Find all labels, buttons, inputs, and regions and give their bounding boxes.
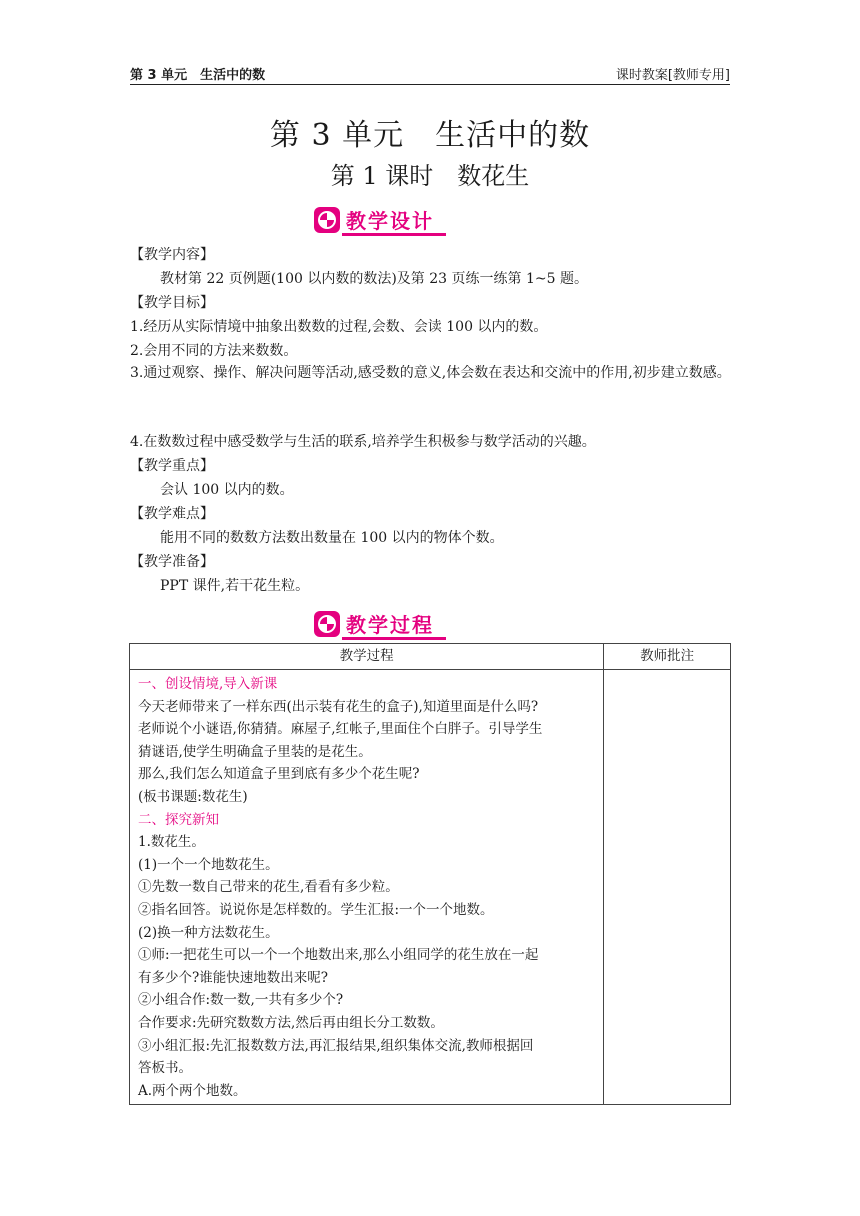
process-line: 1.数花生。 xyxy=(138,834,205,851)
process-cell xyxy=(130,670,604,1105)
running-header xyxy=(130,62,730,85)
process-line: ①先数一数自己带来的花生,看看有多少粒。 xyxy=(138,879,399,896)
banner-underline xyxy=(342,637,446,640)
process-line: ①师:一把花生可以一个一个地数出来,那么小组同学的花生放在一起 xyxy=(138,947,539,964)
content-text: 教材第 22 页例题(100 以内数的数法)及第 23 页练一练第 1~5 题。 xyxy=(160,271,588,287)
header-unit-label: 第 3 单元 生活中的数 xyxy=(130,68,266,83)
goal-4: 4.在数数过程中感受数学与生活的联系,培养学生积极参与数学活动的兴趣。 xyxy=(130,434,596,450)
swirl-icon xyxy=(314,611,340,637)
goal-3: 3.通过观察、操作、解决问题等活动,感受数的意义,体会数在表达和交流中的作用,初步建立数感。 xyxy=(130,365,731,381)
process-line: 二、探究新知 xyxy=(138,811,219,828)
difficult-heading: 【教学难点】 xyxy=(130,506,214,522)
process-line: (1)一个一个地数花生。 xyxy=(138,856,279,873)
unit-title: 第 3 单元 生活中的数 xyxy=(269,118,591,153)
goal-2: 2.会用不同的方法来数数。 xyxy=(130,343,298,359)
process-line: A.两个两个地数。 xyxy=(138,1082,247,1099)
process-line: 合作要求:先研究数数方法,然后再由组长分工数数。 xyxy=(138,1014,444,1031)
section-banner-label: 教学过程 xyxy=(346,613,434,637)
process-lines xyxy=(130,670,603,1104)
header-teacher-label: 课时教案[教师专用] xyxy=(615,68,730,83)
banner-underline xyxy=(342,233,446,236)
column-header-notes: 教师批注 xyxy=(604,644,731,670)
goal-1: 1.经历从实际情境中抽象出数数的过程,会数、会读 100 以内的数。 xyxy=(130,319,548,335)
goals-heading: 【教学目标】 xyxy=(130,295,214,311)
column-header-process: 教学过程 xyxy=(130,644,604,670)
process-line: 那么,我们怎么知道盒子里到底有多少个花生呢? xyxy=(138,766,420,783)
content-heading: 【教学内容】 xyxy=(130,247,214,263)
process-line: 一、创设情境,导入新课 xyxy=(138,676,278,692)
notes-cell xyxy=(604,670,731,1105)
process-line: ③小组汇报:先汇报数数方法,再汇报结果,组织集体交流,教师根据回 xyxy=(138,1037,534,1054)
difficult-text: 能用不同的数数方法数出数量在 100 以内的物体个数。 xyxy=(160,530,504,546)
process-line: 有多少个?谁能快速地数出来呢? xyxy=(138,969,328,986)
process-line: ②小组合作:数一数,一共有多少个? xyxy=(138,992,344,1009)
process-line: 答板书。 xyxy=(138,1060,192,1077)
section-banner-process xyxy=(314,609,444,639)
prep-text: PPT 课件,若干花生粒。 xyxy=(160,578,310,594)
process-line: 老师说个小谜语,你猜猜。麻屋子,红帐子,里面住个白胖子。引导学生 xyxy=(138,721,543,738)
section-banner-design xyxy=(314,205,444,235)
table-row xyxy=(130,670,731,1105)
lesson-title: 第 1 课时 数花生 xyxy=(330,162,530,190)
key-text: 会认 100 以内的数。 xyxy=(160,482,294,498)
table-header-row xyxy=(130,644,731,670)
process-line: ②指名回答。说说你是怎样数的。学生汇报:一个一个地数。 xyxy=(138,901,494,918)
prep-heading: 【教学准备】 xyxy=(130,554,214,570)
swirl-icon xyxy=(314,207,340,233)
section-banner-label: 教学设计 xyxy=(346,209,434,233)
process-line: 今天老师带来了一样东西(出示装有花生的盒子),知道里面是什么吗? xyxy=(138,698,539,715)
process-line: (板书课题:数花生) xyxy=(138,788,248,805)
process-line: (2)换一种方法数花生。 xyxy=(138,924,279,941)
process-table xyxy=(129,643,731,1105)
key-heading: 【教学重点】 xyxy=(130,458,214,474)
process-line: 猜谜语,使学生明确盒子里装的是花生。 xyxy=(138,743,372,760)
